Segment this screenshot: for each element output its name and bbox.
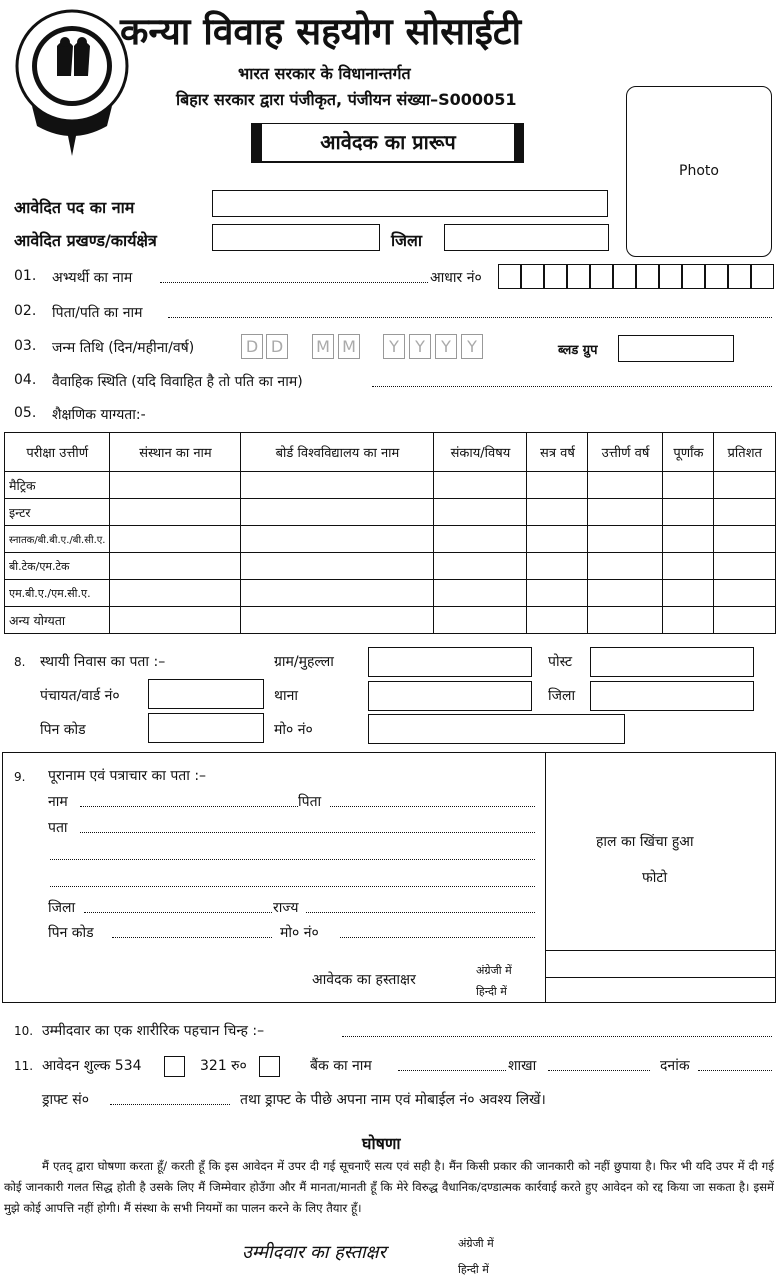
signature-english-label: अंग्रेजी में — [476, 964, 512, 977]
thana-label: थाना — [274, 688, 298, 704]
aadhar-digit[interactable] — [521, 264, 544, 289]
aadhar-digit[interactable] — [636, 264, 659, 289]
aadhar-digit[interactable] — [544, 264, 567, 289]
aadhar-digit[interactable] — [682, 264, 705, 289]
post-input[interactable] — [590, 647, 754, 677]
corr-state-label: राज्य — [273, 900, 299, 916]
recent-photo-label-1: हाल का खिंचा हुआ — [596, 834, 694, 850]
aadhar-digit[interactable] — [567, 264, 590, 289]
village-label: ग्राम/मुहल्ला — [274, 654, 334, 670]
fee-534-checkbox[interactable] — [164, 1056, 185, 1077]
section-divider — [545, 752, 546, 1003]
field-8-number: 8. — [14, 655, 26, 669]
col-header-session: सत्र वर्ष — [527, 433, 588, 472]
table-row[interactable] — [5, 472, 776, 499]
corr-pin-label: पिन कोड — [48, 925, 94, 941]
divider-line — [545, 977, 776, 978]
mobile-input[interactable] — [368, 714, 625, 744]
corr-district-label: जिला — [48, 900, 76, 916]
field-2-number: 02. — [14, 303, 37, 319]
aadhar-digit[interactable] — [728, 264, 751, 289]
col-header-percentage: प्रतिशत — [714, 433, 776, 472]
table-row[interactable] — [5, 607, 776, 634]
draft-note: तथा ड्राफ्ट के पीछे अपना नाम एवं मोबाईल नं० अवश्य लिखें। — [240, 1092, 546, 1108]
field-9-number: 9. — [14, 770, 26, 784]
table-row[interactable] — [5, 499, 776, 526]
row-label-graduate: स्नातक/बी.बी.ए./बी.सी.ए. — [5, 526, 110, 553]
field-10-number: 10. — [14, 1024, 34, 1038]
aadhar-digit[interactable] — [590, 264, 613, 289]
signature-hindi-label: हिन्दी में — [476, 985, 507, 998]
declaration-title: घोषणा — [362, 1134, 401, 1153]
identification-mark-line[interactable] — [342, 1036, 772, 1037]
aadhar-digit[interactable] — [613, 264, 636, 289]
subtitle-2: बिहार सरकार द्वारा पंजीकृत, पंजीयन संख्या–S000051 — [176, 90, 517, 109]
recent-photo-label-2: फोटो — [642, 870, 668, 886]
row-label-matric: मैट्रिक — [5, 472, 110, 499]
dob-year-digit[interactable]: Y — [435, 334, 457, 359]
col-header-board: बोर्ड विश्वविद्यालय का नाम — [241, 433, 434, 472]
corr-address-line[interactable] — [50, 859, 535, 860]
divider-line — [545, 950, 776, 951]
aadhar-label: आधार नं० — [430, 270, 482, 286]
draft-number-line[interactable] — [110, 1104, 230, 1105]
declaration-text: मैं एतद् द्वारा घोषणा करता हूँ/ करती हूँ कि इस आवेदन में उपर दी गई सूचनाएँ सत्य एवं सही है। मैंन किसी प्रकार की जानकारी को नहीं छुपाया है। फिर भी यदि उपर में दी गई कोई जानकारी गलत सिद्ध होती है उसके लिए मैं जिम्मेवार होउँगा और मैं मानता/मानती हूँ कि मेरे विरुद्ध वैधानिक/दण्डात्मक कार्रवाई करते हुए आवेदन को रद्द किया जा सकता है। इसमें मुझे कोई आपत्ति नहीं होगी। मैं संस्था के सभी नियमों का पालन करने के लिए तैयार हूँ। — [4, 1159, 774, 1215]
education-label: शैक्षणिक याग्यता:- — [52, 407, 146, 423]
aadhar-digit[interactable] — [498, 264, 521, 289]
aadhar-digit[interactable] — [659, 264, 682, 289]
post-name-input[interactable] — [212, 190, 608, 217]
row-label-btech: बी.टेक/एम.टेक — [5, 553, 110, 580]
education-header-row — [5, 433, 776, 472]
corr-name-line[interactable] — [80, 806, 298, 807]
corr-name-label: नाम — [48, 794, 68, 810]
decl-english-label: अंग्रेजी में — [458, 1237, 494, 1250]
village-input[interactable] — [368, 647, 532, 677]
block-input[interactable] — [212, 224, 380, 251]
permanent-address-label: स्थायी निवास का पता :– — [40, 654, 166, 670]
col-header-full-marks: पूर्णांक — [663, 433, 714, 472]
blood-group-input[interactable] — [618, 335, 734, 362]
corr-mobile-line[interactable] — [340, 937, 535, 938]
aadhar-digit[interactable] — [705, 264, 728, 289]
post-label: पोस्ट — [548, 654, 573, 670]
decl-hindi-label: हिन्दी में — [458, 1263, 489, 1276]
table-row[interactable] — [5, 526, 776, 553]
block-label: आवेदित प्रखण्ड/कार्यक्षेत्र — [14, 231, 157, 250]
society-logo — [12, 6, 132, 126]
branch-label: शाखा — [508, 1058, 537, 1074]
corr-mobile-label: मो० नं० — [280, 925, 319, 941]
marital-status-line[interactable] — [372, 386, 772, 387]
dob-year-digit[interactable]: Y — [409, 334, 431, 359]
field-1-number: 01. — [14, 268, 37, 284]
correspondence-label: पूरानाम एवं पत्राचार का पता :– — [48, 768, 207, 784]
form-title: आवेदक का प्रारूप — [262, 124, 514, 161]
father-husband-line[interactable] — [168, 317, 772, 318]
candidate-name-label: अभ्यर्थी का नाम — [52, 270, 133, 286]
bank-name-label: बैंक का नाम — [310, 1058, 372, 1074]
corr-district-line[interactable] — [84, 912, 272, 913]
dob-day-digit[interactable]: D — [241, 334, 263, 359]
row-label-inter: इन्टर — [5, 499, 110, 526]
corr-address-label: पता — [48, 820, 68, 836]
dob-year-digit[interactable]: Y — [461, 334, 483, 359]
pin-code-input[interactable] — [148, 713, 264, 743]
dob-label: जन्म तिथि (दिन/महीना/वर्ष) — [52, 340, 195, 356]
col-header-exam: परीक्षा उत्तीर्ण — [5, 433, 110, 472]
marital-status-label: वैवाहिक स्थिति (यदि विवाहित है तो पति का नाम) — [52, 374, 303, 390]
dob-day-digit[interactable]: D — [266, 334, 288, 359]
org-title: कन्या विवाह सहयोग सोसाईटी — [120, 10, 522, 53]
field-5-number: 05. — [14, 405, 37, 421]
candidate-name-line[interactable] — [160, 282, 428, 283]
pin-code-label: पिन कोड — [40, 722, 86, 738]
identification-mark-label: उम्मीदवार का एक शारीरिक पहचान चिन्ह :– — [42, 1023, 265, 1039]
address-district-input[interactable] — [590, 681, 754, 711]
corr-address-line[interactable] — [80, 832, 535, 833]
fee-321-checkbox[interactable] — [259, 1056, 280, 1077]
table-row[interactable] — [5, 553, 776, 580]
mobile-label: मो० नं० — [274, 722, 313, 738]
panchayat-label: पंचायत/वार्ड नं० — [40, 688, 120, 704]
dob-month-digit[interactable]: M — [312, 334, 334, 359]
table-row[interactable] — [5, 580, 776, 607]
col-header-institute: संस्थान का नाम — [110, 433, 241, 472]
blood-group-label: ब्लड ग्रुप — [558, 343, 598, 358]
fee-321-label: 321 रु० — [200, 1058, 247, 1074]
photo-box[interactable] — [626, 86, 772, 257]
field-3-number: 03. — [14, 338, 37, 354]
candidate-signature-label: उम्मीदवार का हस्ताक्षर — [242, 1242, 386, 1263]
fee-label: आवेदन शुल्क 534 — [42, 1058, 142, 1074]
father-husband-label: पिता/पति का नाम — [52, 305, 143, 321]
district-input[interactable] — [444, 224, 609, 251]
branch-line[interactable] — [548, 1070, 650, 1071]
field-4-number: 04. — [14, 372, 37, 388]
corr-father-label: पिता — [298, 794, 322, 810]
date-line[interactable] — [698, 1070, 772, 1071]
corr-father-line[interactable] — [330, 806, 535, 807]
address-district-label: जिला — [548, 688, 576, 704]
dob-year-digit[interactable]: Y — [383, 334, 405, 359]
date-label: दनांक — [660, 1058, 690, 1074]
corr-address-line[interactable] — [50, 886, 535, 887]
dob-month-digit[interactable]: M — [338, 334, 360, 359]
col-header-faculty: संकाय/विषय — [434, 433, 527, 472]
row-label-other: अन्य योग्यता — [5, 607, 110, 634]
photo-label: Photo — [679, 163, 719, 179]
post-name-label: आवेदित पद का नाम — [14, 198, 135, 217]
field-11-number: 11. — [14, 1059, 34, 1073]
draft-number-label: ड्राफ्ट सं० — [42, 1092, 90, 1108]
row-label-mba: एम.बी.ए./एम.सी.ए. — [5, 580, 110, 607]
corr-state-line[interactable] — [306, 912, 535, 913]
bank-name-line[interactable] — [398, 1070, 506, 1071]
thana-input[interactable] — [368, 681, 532, 711]
corr-pin-line[interactable] — [112, 937, 272, 938]
subtitle-1: भारत सरकार के विधानान्तर्गत — [238, 64, 411, 83]
education-table — [4, 432, 776, 634]
panchayat-input[interactable] — [148, 679, 264, 709]
aadhar-digit[interactable] — [751, 264, 774, 289]
col-header-pass-year: उत्तीर्ण वर्ष — [588, 433, 663, 472]
district-label: जिला — [391, 231, 423, 250]
applicant-signature-label: आवेदक का हस्ताक्षर — [312, 972, 416, 988]
